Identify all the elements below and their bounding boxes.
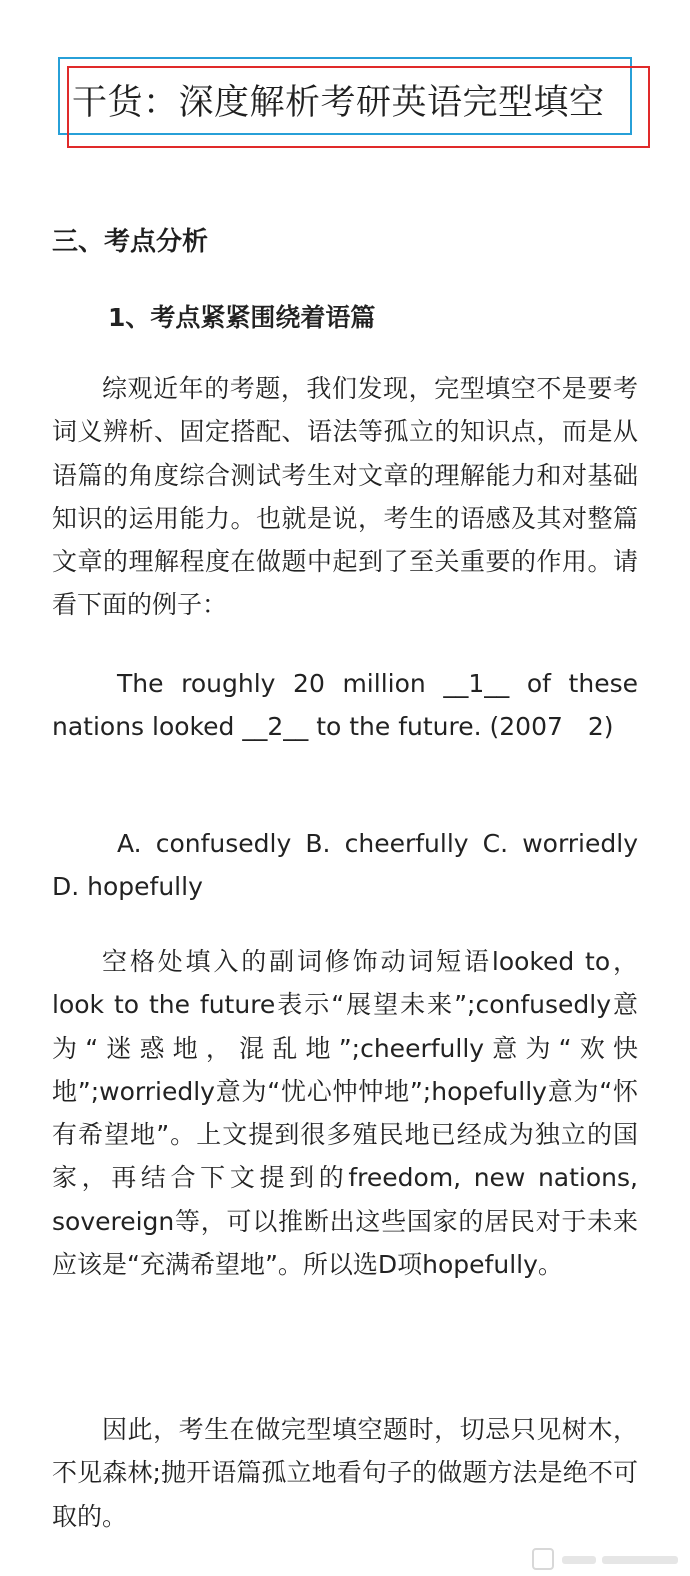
watermark-bar (602, 1556, 678, 1564)
watermark-bar (562, 1556, 596, 1564)
section-heading: 三、考点分析 (52, 227, 209, 257)
conclusion-paragraph: 因此，考生在做完型填空题时，切忌只见树木，不见森林;抛开语篇孤立地看句子的做题方法是绝不可取的。 (52, 1415, 638, 1531)
explanation-paragraph: 空格处填入的副词修饰动词短语looked to，look to the future表示“展望未来”;confusedly意为“迷惑地，混乱地”;cheerfully意为“欢快地”;worriedly意为“忧心忡忡地”;hopefully意为“怀有希望地”。上文提到很多殖民地已经成为独立的国家，再结合下文提到的freedom, new nations, sovereign等，可以推断出这些国家的居民对于未来应该是“充满希望地”。所以选D项hopefully。 (52, 947, 638, 1280)
title-box (58, 57, 650, 149)
example-sentence: The roughly 20 million __1__ of these nations looked __2__ to the future. (2007 2) (52, 669, 638, 742)
intro-paragraph: 综观近年的考题，我们发现，完型填空不是要考词义辨析、固定搭配、语法等孤立的知识点，而是从语篇的角度综合测试考生对文章的理解能力和对基础知识的运用能力。也就是说，考生的语感及其对整篇文章的理解程度在做题中起到了至关重要的作用。请看下面的例子： (52, 374, 638, 620)
watermark (532, 1548, 682, 1570)
answer-options: A. confusedly B. cheerfully C. worriedly D. hopefully (52, 829, 638, 902)
subsection-heading: 1、考点紧紧围绕着语篇 (108, 303, 376, 332)
watermark-logo-icon (532, 1548, 554, 1570)
page-title: 干货：深度解析考研英语完型填空 (72, 83, 605, 123)
